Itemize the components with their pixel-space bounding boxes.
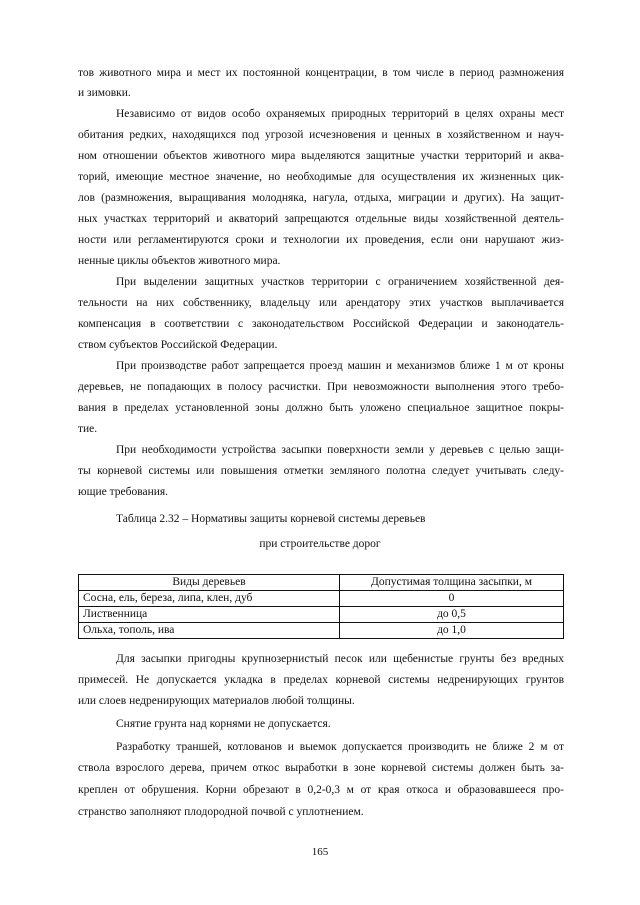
text-line: При выделении защитных участков территории с ограничением хозяйственной дея- (116, 276, 564, 288)
text-line: странство заполняют плодородной почвой с уплотнением. (78, 806, 364, 818)
table-row (79, 607, 564, 623)
text-line: деревьев, не попадающих в полосу расчистки. При невозможности выполнения этого требо- (78, 381, 564, 393)
text-line: Для засыпки пригодны крупнозернистый песок или щебенистые грунты без вредных (116, 653, 564, 665)
text-line: Снятие грунта над корнями не допускается. (116, 718, 331, 730)
text-line: ненные циклы объектов животного мира. (78, 255, 281, 267)
table-header-row (79, 575, 564, 591)
text-line: ных участках территорий и акваторий запрещаются отдельные виды хозяйственной деятель- (78, 213, 564, 225)
text-line: лов (размножения, выращивания молодняка, нагула, отдыха, миграции и других). На защит- (78, 192, 564, 204)
text-line: Независимо от видов особо охраняемых природных территорий в целях охраны мест (116, 108, 564, 120)
table-cell: 0 (340, 591, 564, 607)
table-cell: до 0,5 (340, 607, 564, 623)
table-cell: до 1,0 (340, 623, 564, 639)
text-line: ты корневой системы или повышения отметки земляного полотна следует учитывать следу- (78, 465, 564, 477)
text-line: обитания редких, находящихся под угрозой исчезновения и ценных в хозяйственном и науч- (78, 129, 564, 141)
table-row (79, 591, 564, 607)
table-row (79, 623, 564, 639)
page-number: 165 (311, 846, 329, 858)
text-line: примесей. Не допускается укладка в пределах корневой системы недренирующих грунтов (78, 674, 564, 686)
text-line: При производстве работ запрещается проезд машин и механизмов ближе 1 м от кроны (116, 360, 564, 372)
text-line: креплен от обрушения. Корни обрезают в 0,2-0,3 м от края откоса и образовавшееся про- (78, 784, 564, 796)
text-line: ющие требования. (78, 486, 169, 498)
norms-table (78, 574, 564, 639)
table-header-cell: Допустимая толщина засыпки, м (340, 575, 564, 591)
text-line: ном отношении объектов животного мира выделяются защитные участки территорий и аква- (78, 150, 564, 162)
text-line: При необходимости устройства засыпки поверхности земли у деревьев с целью защи- (116, 444, 564, 456)
text-line: тов животного мира и мест их постоянной концентрации, в том числе в период размножения (78, 67, 564, 79)
table-cell: Лиственница (79, 607, 340, 623)
table-caption: Таблица 2.32 – Нормативы защиты корневой системы деревьев (116, 513, 426, 525)
table-cell: Ольха, тополь, ива (79, 623, 340, 639)
text-line: торий, имеющие местное значение, но необходимые для осуществления их жизненных цик- (78, 171, 564, 183)
text-line: компенсация в соответствии с законодательством Российской Федерации и законодатель- (78, 318, 564, 330)
text-line: или слоев недренирующих материалов любой толщины. (78, 695, 355, 707)
text-line: тельности на них собственнику, владельцу или арендатору этих участков выплачивается (78, 297, 564, 309)
text-line: ности или регламентируются сроки и технологии их проведения, если они нарушают жиз- (78, 234, 564, 246)
text-line: и зимовки. (78, 87, 131, 99)
table-cell: Сосна, ель, береза, липа, клен, дуб (79, 591, 340, 607)
text-line: тие. (78, 423, 98, 435)
table-caption-subtitle: при строительстве дорог (259, 538, 381, 550)
text-line: ством субъектов Российской Федерации. (78, 339, 278, 351)
text-line: вания в пределах установленной зоны должно быть уложено специальное защитное покры- (78, 402, 564, 414)
table-header-cell: Виды деревьев (79, 575, 340, 591)
text-line: Разработку траншей, котлованов и выемок допускается производить не ближе 2 м от (116, 741, 564, 753)
text-line: ствола взрослого дерева, причем откос выработки в зоне корневой системы должен быть за- (78, 762, 564, 774)
